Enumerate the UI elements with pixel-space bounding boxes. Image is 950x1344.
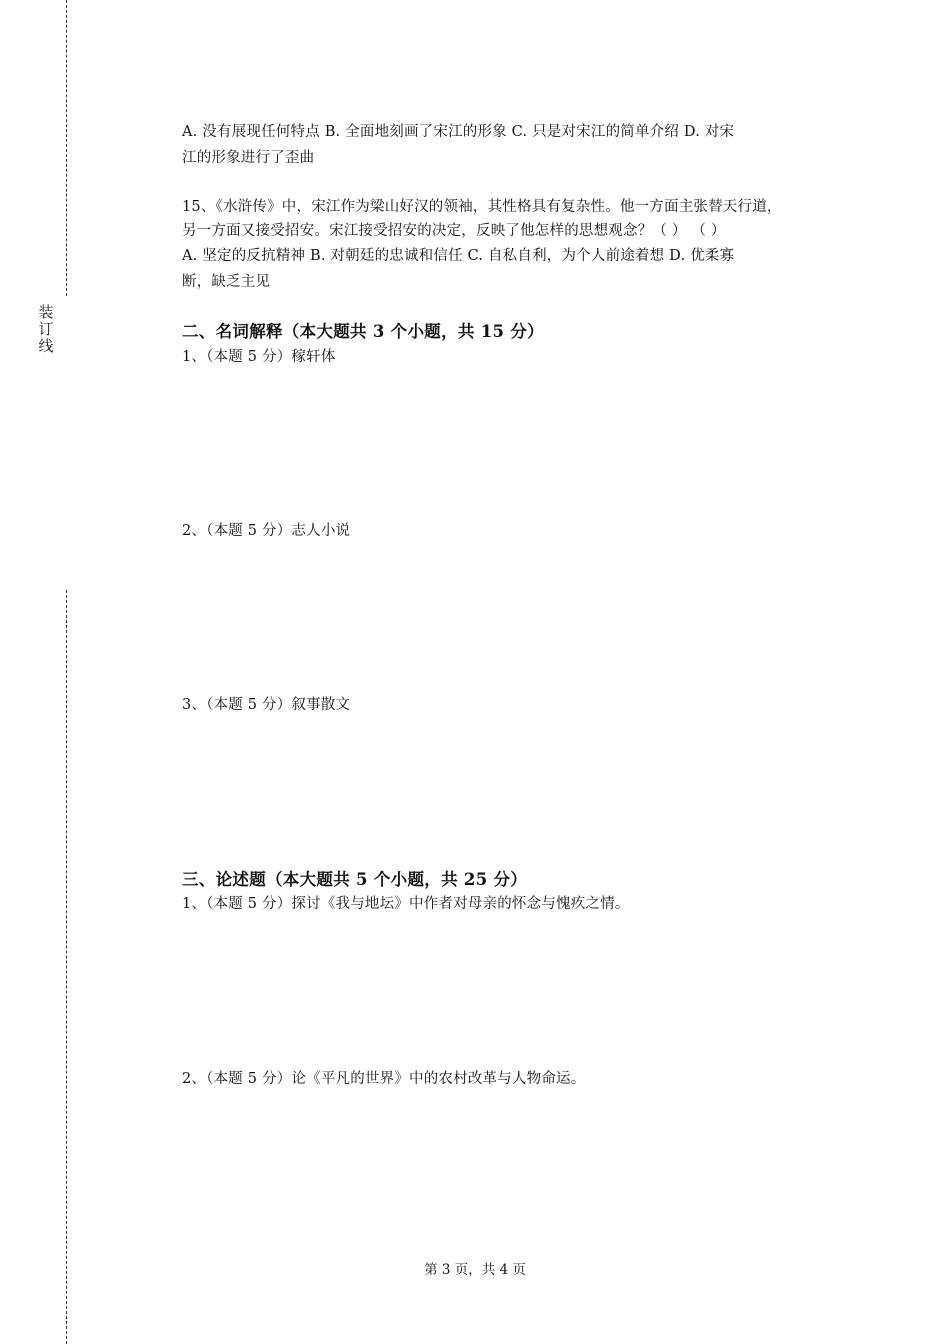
page-number: 第 3 页，共 4 页 — [424, 1262, 526, 1278]
section3-item: 2、（本题 5 分）论《平凡的世界》中的农村改革与人物命运。 — [182, 1071, 586, 1087]
q15-options-line1: A. 坚定的反抗精神 B. 对朝廷的忠诚和信任 C. 自私自利，为个人前途着想 D. 优柔寡 — [182, 248, 735, 264]
section2-item: 1、（本题 5 分）稼轩体 — [182, 349, 336, 365]
binding-dashed-line-bottom — [66, 590, 67, 1344]
section2-heading: 二、名词解释（本大题共 3 个小题，共 15 分） — [182, 322, 544, 341]
section3-item: 1、（本题 5 分）探讨《我与地坛》中作者对母亲的怀念与愧疚之情。 — [182, 896, 630, 912]
binding-label-char: 线 — [38, 337, 54, 355]
q15-stem-line1: 15、《水浒传》中，宋江作为梁山好汉的领袖，其性格具有复杂性。他一方面主张替天行道， — [182, 199, 782, 215]
binding-line-label — [37, 304, 55, 355]
q15-options-line2: 断，缺乏主见 — [182, 274, 271, 290]
q15-stem-line2: 另一方面又接受招安。宋江接受招安的决定，反映了他怎样的思想观念？（ ） （ ） — [182, 223, 726, 239]
q14-options-line1: A. 没有展现任何特点 B. 全面地刻画了宋江的形象 C. 只是对宋江的简单介绍 D. 对宋 — [182, 124, 735, 140]
q14-options-line2: 江的形象进行了歪曲 — [182, 150, 315, 166]
binding-dashed-line-top — [66, 0, 67, 296]
section2-item: 2、（本题 5 分）志人小说 — [182, 523, 351, 539]
binding-label-char: 订 — [38, 320, 54, 338]
section3-heading: 三、论述题（本大题共 5 个小题，共 25 分） — [182, 870, 528, 889]
section2-item: 3、（本题 5 分）叙事散文 — [182, 697, 351, 713]
binding-label-char: 装 — [38, 303, 54, 321]
